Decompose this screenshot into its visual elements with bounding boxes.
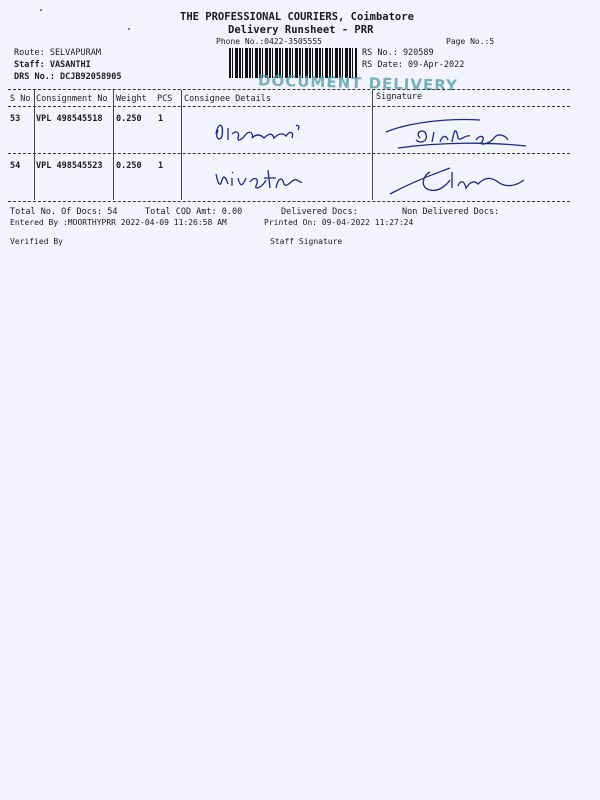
phone-number: Phone No.:0422-3505555	[216, 37, 322, 46]
total-cod: Total COD Amt: 0.00	[145, 207, 243, 217]
page-number: Page No.:5	[446, 37, 495, 46]
consignee-handwriting	[210, 112, 310, 152]
col-divider	[34, 90, 35, 200]
entered-by: Entered By :MOORTHYPRR 2022-04-09 11:26:58 AM	[10, 218, 227, 227]
col-header-weight: Weight	[116, 94, 147, 104]
consignee-handwriting	[210, 160, 310, 196]
col-divider	[113, 90, 114, 200]
staff-signature-label: Staff Signature	[270, 237, 343, 246]
col-header-consignment: Consignment No	[36, 94, 108, 104]
rs-number: RS No.: 920589	[362, 48, 434, 58]
verified-by: Verified By	[10, 237, 63, 246]
delivered-docs: Delivered Docs:	[281, 207, 358, 217]
row-pcs: 1	[158, 114, 164, 124]
table-bottom-rule	[8, 201, 570, 202]
row-weight: 0.250	[116, 114, 142, 124]
signature-image	[380, 112, 530, 154]
total-docs: Total No. Of Docs: 54	[10, 207, 118, 217]
document-delivery-stamp: DOCUMENT DELIVERY	[257, 71, 459, 95]
row-consignment: VPL 498545523	[36, 161, 103, 171]
route-label: Route: SELVAPURAM	[14, 48, 101, 58]
runsheet-title: Delivery Runsheet - PRR	[228, 24, 374, 36]
row-weight: 0.250	[116, 161, 142, 171]
company-name: THE PROFESSIONAL COURIERS, Coimbatore	[180, 11, 414, 23]
drs-number: DRS No.: DCJB92058905	[14, 72, 122, 82]
col-header-pcs: PCS	[157, 94, 173, 104]
rs-date: RS Date: 09-Apr-2022	[362, 60, 465, 70]
printed-on: Printed On: 09-04-2022 11:27:24	[264, 218, 414, 227]
table-top-rule	[8, 89, 570, 90]
non-delivered-docs: Non Delivered Docs:	[402, 207, 500, 217]
col-header-signature: Signature	[376, 92, 423, 102]
staff-label: Staff: VASANTHI	[14, 60, 91, 70]
col-header-consignee: Consignee Details	[184, 94, 271, 104]
speck	[40, 9, 42, 11]
header-bottom-rule	[8, 106, 570, 107]
row-sno: 53	[10, 114, 21, 124]
col-divider	[372, 90, 373, 200]
col-header-sno: S No	[10, 94, 31, 104]
row-pcs: 1	[158, 161, 164, 171]
signature-image	[380, 158, 530, 200]
row-consignment: VPL 498545518	[36, 114, 103, 124]
row-sno: 54	[10, 161, 21, 171]
speck	[128, 28, 130, 30]
col-divider	[181, 90, 182, 200]
